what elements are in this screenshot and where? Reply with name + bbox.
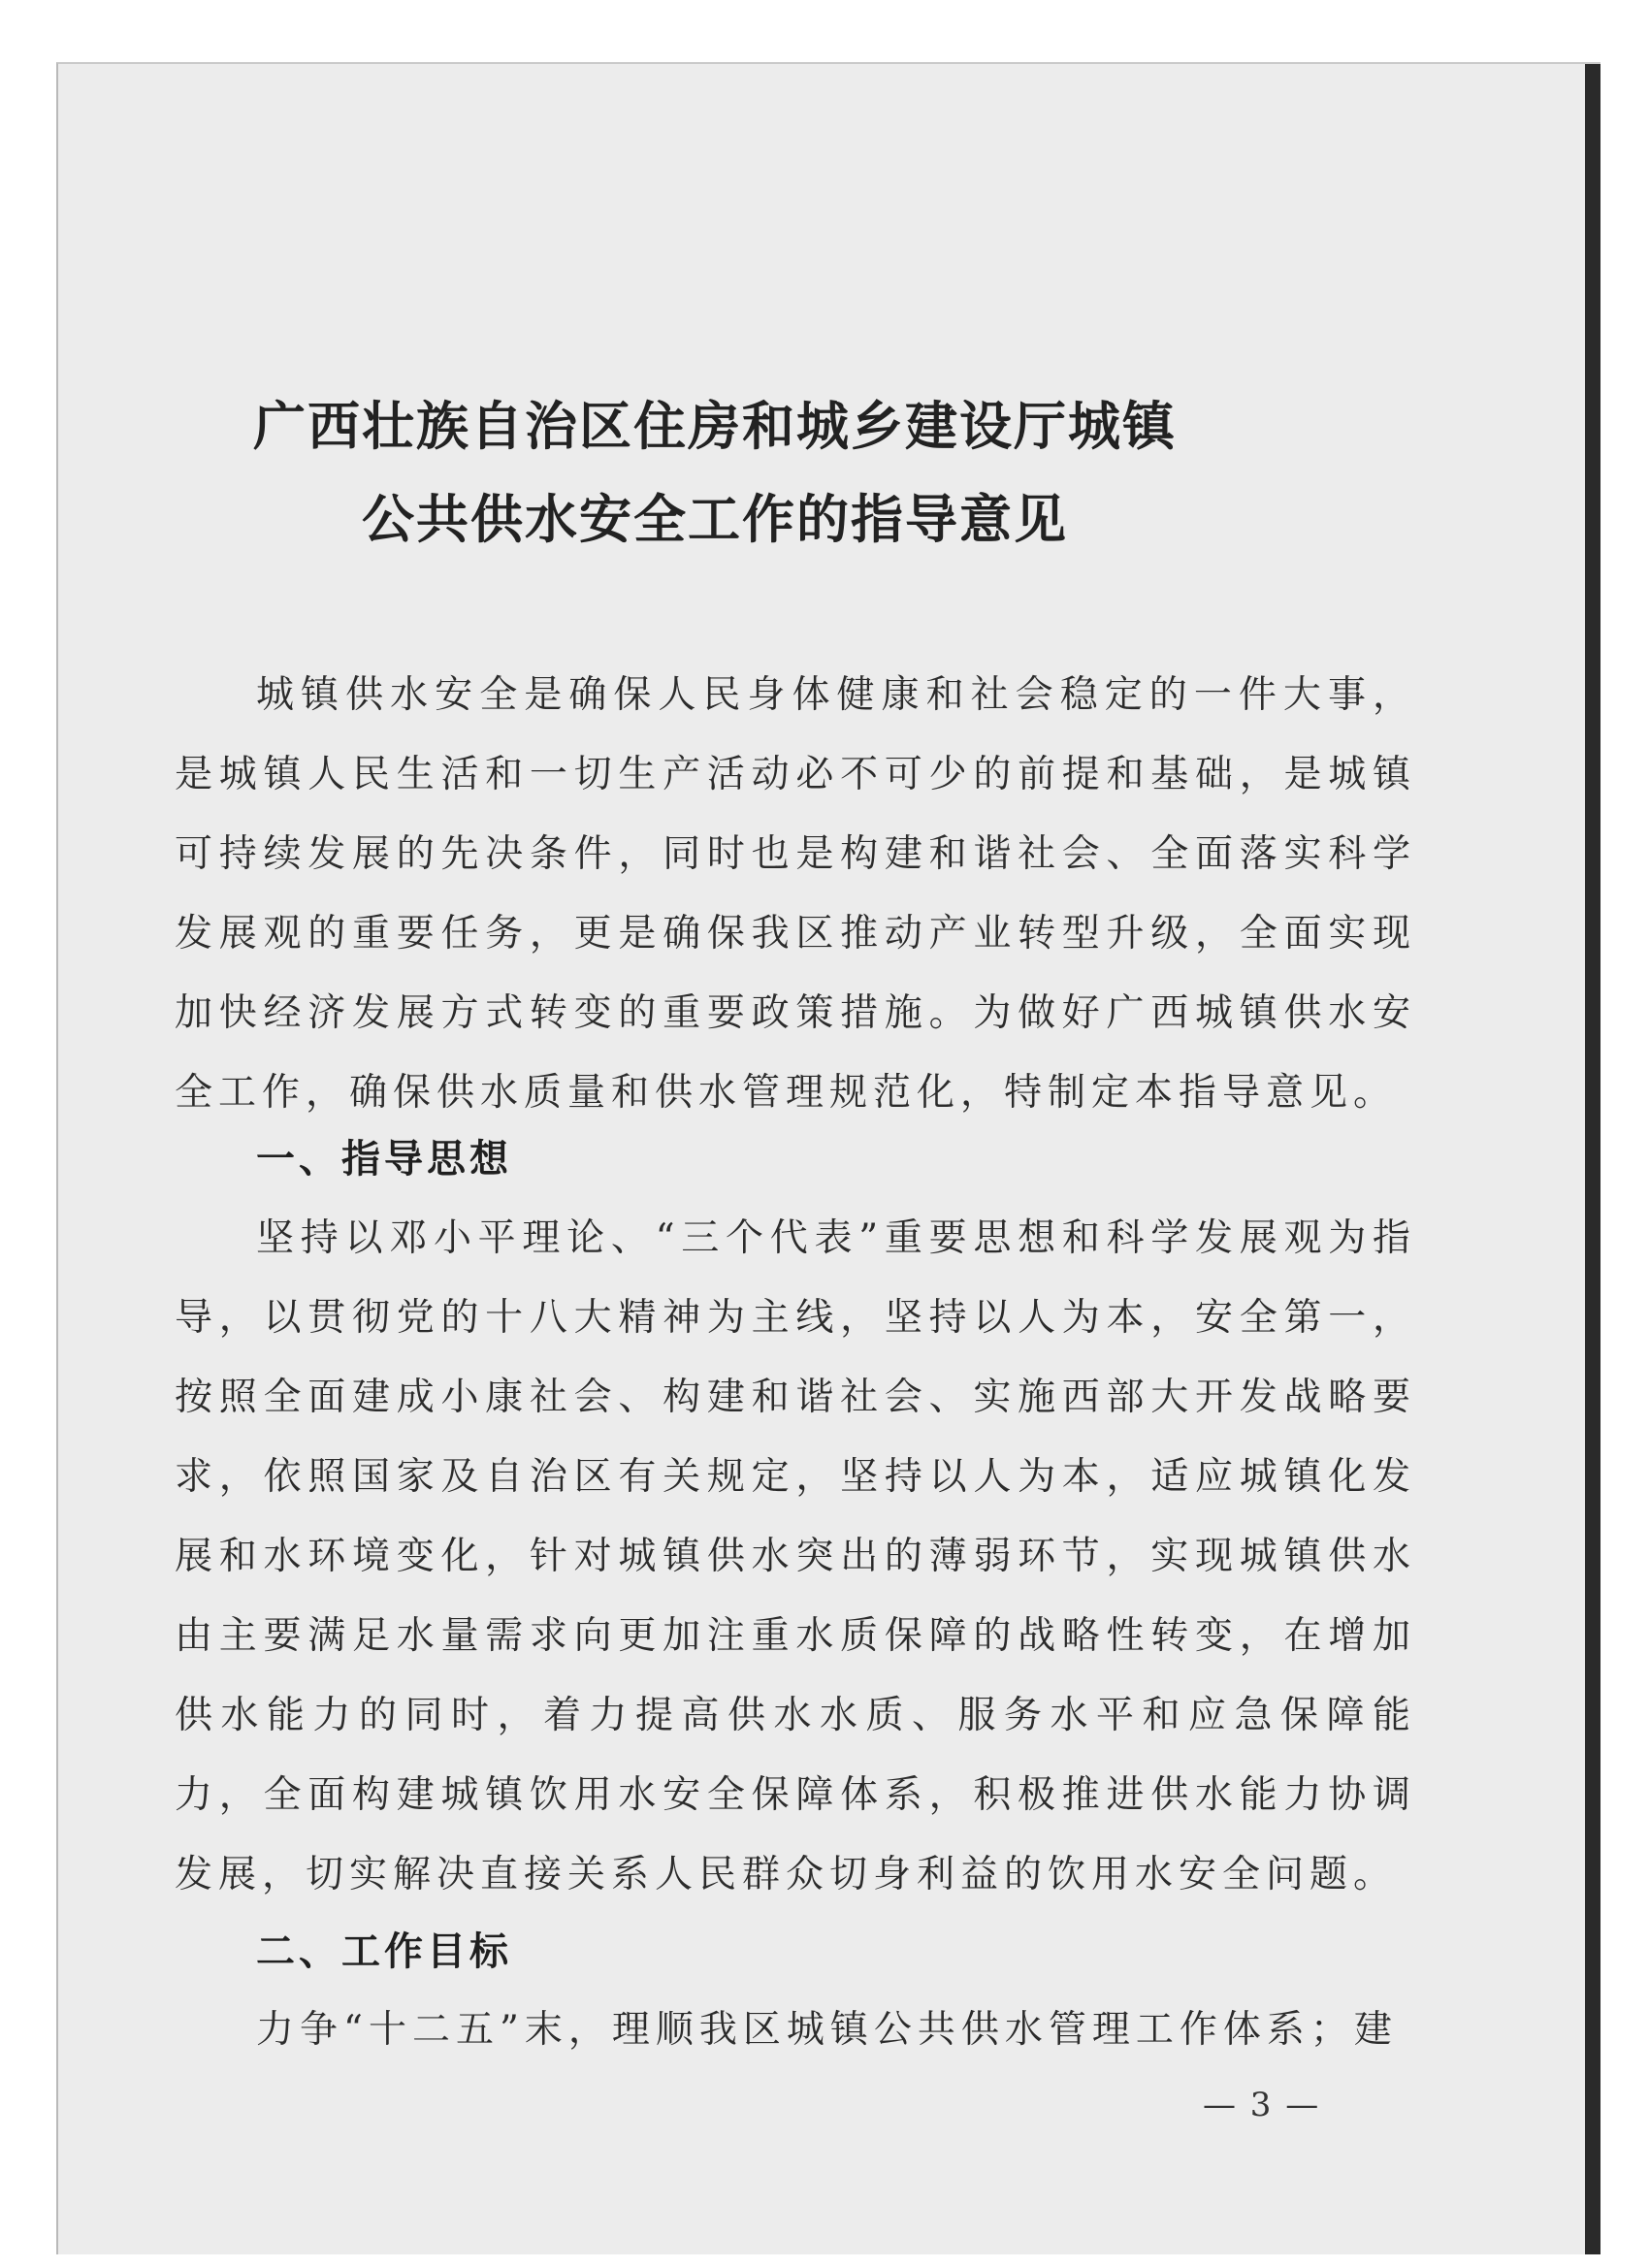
document-title-line1: 广西壮族自治区住房和城乡建设厅城镇 <box>253 395 1177 457</box>
section-heading-2: 二、工作目标 <box>256 1928 512 1974</box>
section-2-paragraph: 力争“十二五”末，理顺我区城镇公共供水管理工作体系；建 <box>256 2008 1398 2052</box>
document-title-line2: 公共供水安全工作的指导意见 <box>362 488 1068 550</box>
intro-paragraph: 城镇供水安全是确保人民身体健康和社会稳定的一件大事，是城镇人民生活和一切生产活动必不可少的前提和基础，是城镇可持续发展的先决条件，同时也是构建和谐社会、全面落实科学发展观的重要任务，更是确保我区推动产业转型升级，全面实现加快经济发展方式转变的重要政策措施。为做好广西城镇供水安全工作，确保供水质量和供水管理规范化，特制定本指导意见。 <box>175 673 1416 1115</box>
page-number: — 3 — <box>1203 2086 1321 2124</box>
section-1-paragraph: 坚持以邓小平理论、“三个代表”重要思想和科学发展观为指导，以贯彻党的十八大精神为主线，坚持以人为本，安全第一，按照全面建成小康社会、构建和谐社会、实施西部大开发战略要求，依照国家及自治区有关规定，坚持以人为本，适应城镇化发展和水环境变化，针对城镇供水突出的薄弱环节，实现城镇供水由主要满足水量需求向更加注重水质保障的战略性转变，在增加供水能力的同时，着力提高供水水质、服务水平和应急保障能力，全面构建城镇饮用水安全保障体系，积极推进供水能力协调发展，切实解决直接关系人民群众切身利益的饮用水安全问题。 <box>175 1216 1416 1896</box>
section-heading-1: 一、指导思想 <box>256 1136 512 1182</box>
